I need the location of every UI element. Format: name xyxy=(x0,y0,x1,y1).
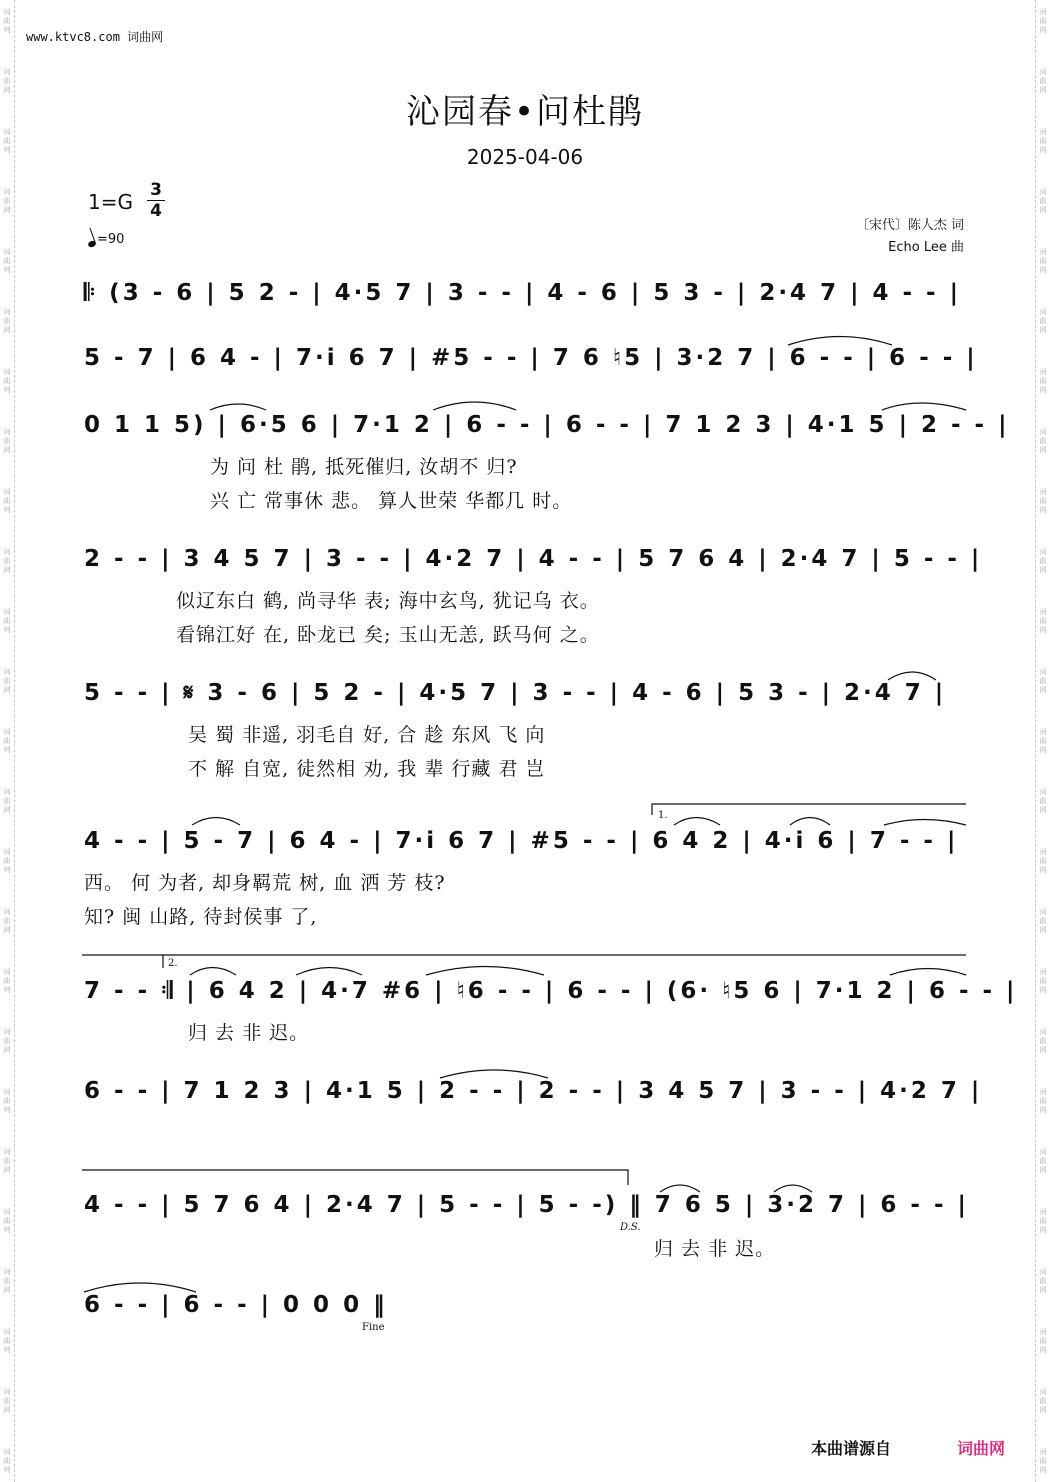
watermark-glyph: 网 xyxy=(1039,146,1047,154)
watermark-glyph: 曲 xyxy=(1039,1397,1047,1405)
watermark-glyph: 词 xyxy=(1039,248,1047,256)
watermark-glyph: 网 xyxy=(1039,26,1047,34)
watermark-glyph: 网 xyxy=(3,386,11,394)
watermark-glyph: 曲 xyxy=(3,1157,11,1165)
watermark-glyph: 网 xyxy=(1039,806,1047,814)
watermark-glyph: 曲 xyxy=(1039,77,1047,85)
score-row-2: 5 - 7 | 6 4 - | 7·i 6 7 | #5 - - | 7 6 ♮5 | 3·2 7 | 6 - - | 6 - - | xyxy=(84,345,978,371)
watermark-glyph: 词 xyxy=(3,608,11,616)
watermark-glyph: 网 xyxy=(1039,626,1047,634)
watermark-glyph: 网 xyxy=(1039,206,1047,214)
watermark-glyph: 网 xyxy=(1039,566,1047,574)
watermark-glyph: 曲 xyxy=(1039,1217,1047,1225)
watermark-glyph: 网 xyxy=(1039,266,1047,274)
watermark-glyph: 词 xyxy=(3,1448,11,1456)
watermark-glyph: 网 xyxy=(3,1166,11,1174)
watermark-glyph: 曲 xyxy=(1039,737,1047,745)
watermark-glyph: 曲 xyxy=(1039,197,1047,205)
watermark-glyph: 词 xyxy=(1039,188,1047,196)
watermark-glyph: 词 xyxy=(1039,1448,1047,1456)
watermark-glyph: 网 xyxy=(3,566,11,574)
watermark-glyph: 网 xyxy=(3,926,11,934)
watermark-glyph: 词 xyxy=(3,1148,11,1156)
watermark-glyph: 曲 xyxy=(1039,437,1047,445)
watermark-glyph: 网 xyxy=(3,206,11,214)
lyric-line: 看锦江好 在, 卧龙已 矣; 玉山无恙, 跃马何 之。 xyxy=(176,624,600,646)
watermark-glyph: 网 xyxy=(1039,1466,1047,1474)
watermark-glyph: 网 xyxy=(3,1466,11,1474)
watermark-glyph: 网 xyxy=(3,866,11,874)
watermark-glyph: 网 xyxy=(1039,1166,1047,1174)
watermark-glyph: 网 xyxy=(3,626,11,634)
watermark-glyph: 网 xyxy=(3,266,11,274)
watermark-glyph: 曲 xyxy=(3,257,11,265)
lyric-line: 归 去 非 迟。 xyxy=(188,1022,310,1044)
watermark-glyph: 网 xyxy=(1039,1106,1047,1114)
watermark-glyph: 曲 xyxy=(3,617,11,625)
watermark-glyph: 词 xyxy=(1039,788,1047,796)
watermark-glyph: 曲 xyxy=(3,977,11,985)
watermark-glyph: 词 xyxy=(1039,668,1047,676)
watermark-glyph: 词 xyxy=(3,248,11,256)
score-row-5: 5 - - | 𝄋 3 - 6 | 5 2 - | 4·5 7 | 3 - - | 4 - 6 | 5 3 - | 2·4 7 | xyxy=(84,680,947,706)
volta-1-label: 1. xyxy=(658,810,668,821)
watermark-glyph: 网 xyxy=(3,746,11,754)
watermark-glyph: 网 xyxy=(1039,446,1047,454)
watermark-glyph: 词 xyxy=(3,488,11,496)
watermark-glyph: 曲 xyxy=(1039,1157,1047,1165)
watermark-glyph: 词 xyxy=(1039,68,1047,76)
watermark-glyph: 词 xyxy=(1039,1088,1047,1096)
watermark-glyph: 网 xyxy=(3,86,11,94)
watermark-glyph: 词 xyxy=(3,848,11,856)
brand-link[interactable]: 词曲网 xyxy=(957,1439,1006,1458)
watermark-glyph: 曲 xyxy=(3,437,11,445)
watermark-glyph: 词 xyxy=(3,308,11,316)
watermark-glyph: 曲 xyxy=(3,77,11,85)
watermark-glyph: 曲 xyxy=(1039,1277,1047,1285)
watermark-glyph: 曲 xyxy=(3,137,11,145)
watermark-glyph: 词 xyxy=(3,368,11,376)
watermark-glyph: 网 xyxy=(1039,746,1047,754)
watermark-glyph: 曲 xyxy=(1039,557,1047,565)
watermark-glyph: 词 xyxy=(3,8,11,16)
watermark-glyph: 曲 xyxy=(3,497,11,505)
watermark-glyph: 网 xyxy=(1039,1046,1047,1054)
watermark-glyph: 词 xyxy=(1039,848,1047,856)
watermark-glyph: 词 xyxy=(1039,968,1047,976)
watermark-glyph: 网 xyxy=(1039,1346,1047,1354)
watermark-glyph: 曲 xyxy=(3,1457,11,1465)
watermark-glyph: 网 xyxy=(3,146,11,154)
lyricist-credit: 〔宋代〕陈人杰 词 xyxy=(855,218,964,233)
watermark-glyph: 曲 xyxy=(1039,377,1047,385)
watermark-glyph: 曲 xyxy=(3,1337,11,1345)
watermark-glyph: 曲 xyxy=(3,557,11,565)
watermark-glyph: 网 xyxy=(1039,326,1047,334)
watermark-glyph: 网 xyxy=(1039,86,1047,94)
watermark-glyph: 词 xyxy=(1039,1148,1047,1156)
volta-2-label: 2. xyxy=(168,958,178,969)
watermark-glyph: 曲 xyxy=(1039,317,1047,325)
watermark-glyph: 网 xyxy=(3,1226,11,1234)
watermark-glyph: 曲 xyxy=(1039,977,1047,985)
watermark-glyph: 曲 xyxy=(1039,1037,1047,1045)
watermark-glyph: 曲 xyxy=(3,737,11,745)
watermark-glyph: 网 xyxy=(3,326,11,334)
tempo-value: =90 xyxy=(97,232,125,247)
watermark-glyph: 网 xyxy=(1039,386,1047,394)
watermark-glyph: 网 xyxy=(1039,1286,1047,1294)
watermark-glyph: 词 xyxy=(1039,1268,1047,1276)
watermark-glyph: 词 xyxy=(1039,488,1047,496)
watermark-glyph: 网 xyxy=(1039,986,1047,994)
watermark-glyph: 网 xyxy=(3,26,11,34)
watermark-glyph: 曲 xyxy=(1039,617,1047,625)
watermark-glyph: 曲 xyxy=(3,1277,11,1285)
watermark-glyph: 网 xyxy=(3,506,11,514)
watermark-glyph: 网 xyxy=(3,1046,11,1054)
time-signature-top: 3 xyxy=(150,180,162,200)
score-row-4: 2 - - | 3 4 5 7 | 3 - - | 4·2 7 | 4 - - | 5 7 6 4 | 2·4 7 | 5 - - | xyxy=(84,546,983,572)
source-label: 本曲谱源自 xyxy=(811,1439,892,1458)
watermark-glyph: 词 xyxy=(1039,908,1047,916)
lyric-line: 西。 何 为者, 却身羁荒 树, 血 洒 芳 枝? xyxy=(84,872,446,894)
site-url[interactable]: www.ktvc8.com 词曲网 xyxy=(26,30,164,44)
watermark-glyph: 曲 xyxy=(1039,1457,1047,1465)
watermark-glyph: 曲 xyxy=(1039,1097,1047,1105)
watermark-glyph: 词 xyxy=(1039,8,1047,16)
score-row-6: 4 - - | 5 - 7 | 6 4 - | 7·i 6 7 | #5 - - | 6 4 2 | 4·i 6 | 7 - - | xyxy=(84,828,959,854)
watermark-glyph: 网 xyxy=(3,986,11,994)
lyric-line: 知? 闽 山路, 待封侯事 了, xyxy=(84,906,318,928)
watermark-glyph: 网 xyxy=(3,1286,11,1294)
watermark-glyph: 曲 xyxy=(1039,1337,1047,1345)
key-signature: 1=G xyxy=(88,190,133,214)
watermark-glyph: 词 xyxy=(1039,428,1047,436)
watermark-glyph: 网 xyxy=(3,1106,11,1114)
lyric-line: 不 解 自宽, 徒然相 劝, 我 辈 行藏 君 岂 xyxy=(188,758,546,780)
watermark-glyph: 词 xyxy=(3,1028,11,1036)
watermark-glyph: 词 xyxy=(3,128,11,136)
watermark-glyph: 曲 xyxy=(3,377,11,385)
watermark-glyph: 曲 xyxy=(3,797,11,805)
song-title: 沁园春•问杜鹃 xyxy=(405,92,645,132)
watermark-glyph: 网 xyxy=(1039,506,1047,514)
watermark-glyph: 词 xyxy=(3,1208,11,1216)
watermark-glyph: 词 xyxy=(3,668,11,676)
watermark-glyph: 词 xyxy=(1039,1028,1047,1036)
watermark-glyph: 词 xyxy=(3,968,11,976)
watermark-glyph: 网 xyxy=(3,1346,11,1354)
watermark-glyph: 曲 xyxy=(3,1037,11,1045)
watermark-glyph: 词 xyxy=(1039,728,1047,736)
watermark-glyph: 词 xyxy=(3,1088,11,1096)
lyric-line: 似辽东白 鹤, 尚寻华 表; 海中玄鸟, 犹记乌 衣。 xyxy=(176,590,600,612)
song-date: 2025-04-06 xyxy=(466,145,584,169)
watermark-glyph: 词 xyxy=(1039,1328,1047,1336)
watermark-glyph: 曲 xyxy=(1039,17,1047,25)
watermark-glyph: 曲 xyxy=(1039,137,1047,145)
watermark-glyph: 曲 xyxy=(1039,917,1047,925)
watermark-glyph: 曲 xyxy=(3,1217,11,1225)
watermark-glyph: 词 xyxy=(1039,368,1047,376)
lyric-line: 为 问 杜 鹃, 抵死催归, 汝胡不 归? xyxy=(210,456,518,478)
watermark-glyph: 词 xyxy=(1039,1388,1047,1396)
fine-mark: Fine xyxy=(362,1322,385,1333)
watermark-glyph: 词 xyxy=(3,728,11,736)
watermark-glyph: 词 xyxy=(3,428,11,436)
watermark-glyph: 曲 xyxy=(1039,497,1047,505)
lyric-line: 兴 亡 常事休 悲。 算人世荣 华都几 时。 xyxy=(210,490,573,512)
score-row-10: 6 - - | 6 - - | 0 0 0 ‖ xyxy=(84,1292,388,1318)
watermark-glyph: 词 xyxy=(1039,128,1047,136)
watermark-glyph: 网 xyxy=(1039,686,1047,694)
watermark-glyph: 曲 xyxy=(1039,857,1047,865)
watermark-glyph: 曲 xyxy=(3,917,11,925)
ds-mark: D.S. xyxy=(620,1222,641,1233)
watermark-glyph: 网 xyxy=(1039,1406,1047,1414)
watermark-glyph: 词 xyxy=(3,788,11,796)
watermark-glyph: 网 xyxy=(3,1406,11,1414)
score-row-8: 6 - - | 7 1 2 3 | 4·1 5 | 2 - - | 2 - - | 3 4 5 7 | 3 - - | 4·2 7 | xyxy=(84,1078,983,1104)
watermark-glyph: 词 xyxy=(3,188,11,196)
watermark-glyph: 曲 xyxy=(3,317,11,325)
watermark-glyph: 曲 xyxy=(1039,677,1047,685)
score-row-7: 7 - - 𝄇 | 6 4 2 | 4·7 #6 | ♮6 - - | 6 - - | (6· ♮5 6 | 7·1 2 | 6 - - | xyxy=(84,978,1018,1004)
watermark-glyph: 网 xyxy=(3,806,11,814)
lyric-line: 吴 蜀 非遥, 羽毛自 好, 合 趁 东风 飞 向 xyxy=(188,724,546,746)
lyric-line: 归 去 非 迟。 xyxy=(654,1238,776,1260)
watermark-glyph: 词 xyxy=(1039,548,1047,556)
watermark-glyph: 词 xyxy=(3,548,11,556)
watermark-glyph: 曲 xyxy=(3,197,11,205)
watermark-glyph: 网 xyxy=(1039,866,1047,874)
watermark-glyph: 词 xyxy=(3,1328,11,1336)
time-signature-bottom: 4 xyxy=(150,201,162,221)
watermark-glyph: 曲 xyxy=(3,857,11,865)
watermark-glyph: 词 xyxy=(3,68,11,76)
watermark-glyph: 曲 xyxy=(3,677,11,685)
watermark-glyph: 词 xyxy=(3,1268,11,1276)
watermark-glyph: 网 xyxy=(3,686,11,694)
composer-credit: Echo Lee 曲 xyxy=(888,240,964,255)
watermark-glyph: 词 xyxy=(3,1388,11,1396)
watermark-glyph: 词 xyxy=(1039,308,1047,316)
watermark-glyph: 曲 xyxy=(3,1097,11,1105)
watermark-glyph: 曲 xyxy=(1039,257,1047,265)
score-row-9: 4 - - | 5 7 6 4 | 2·4 7 | 5 - - | 5 - -) ‖ 7 6 5 | 3·2 7 | 6 - - | xyxy=(84,1192,969,1218)
watermark-glyph: 曲 xyxy=(3,17,11,25)
watermark-glyph: 词 xyxy=(3,908,11,916)
score-row-3: 0 1 1 5) | 6·5 6 | 7·1 2 | 6 - - | 6 - - | 7 1 2 3 | 4·1 5 | 2 - - | xyxy=(84,412,1010,438)
watermark-glyph: 词 xyxy=(1039,1208,1047,1216)
watermark-glyph: 词 xyxy=(1039,608,1047,616)
watermark-glyph: 曲 xyxy=(1039,797,1047,805)
watermark-glyph: 曲 xyxy=(3,1397,11,1405)
watermark-glyph: 网 xyxy=(3,446,11,454)
watermark-glyph: 网 xyxy=(1039,926,1047,934)
watermark-glyph: 网 xyxy=(1039,1226,1047,1234)
score-row-1: 𝄆 (3 - 6 | 5 2 - | 4·5 7 | 3 - - | 4 - 6 | 5 3 - | 2·4 7 | 4 - - | xyxy=(84,280,962,306)
